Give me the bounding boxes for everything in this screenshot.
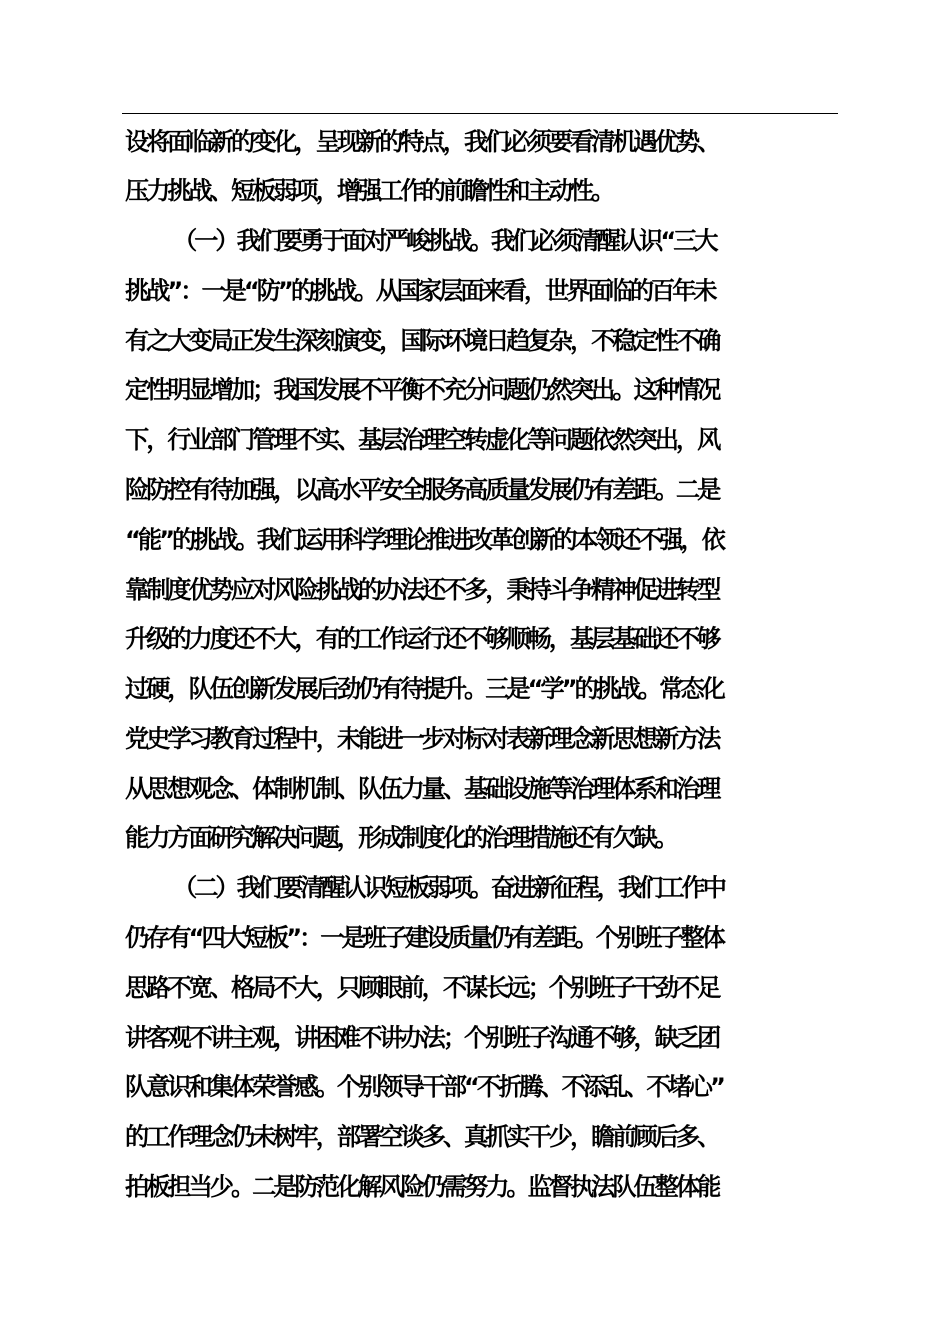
text-line: 队意识和集体荣誉感。个别领导干部“不折腾、不添乱、不堵心” (125, 1073, 723, 1101)
text-line: 有之大变局正发生深刻演变，国际环境日趋复杂，不稳定性不确 (125, 327, 719, 355)
text-line: 定性明显增加；我国发展不平衡不充分问题仍然突出。这种情况 (125, 376, 719, 404)
text-line: 升级的力度还不大，有的工作运行还不够顺畅，基层基础还不够 (125, 625, 719, 653)
text-line: 压力挑战、短板弱项，增强工作的前瞻性和主动性。 (125, 177, 613, 205)
text-line: 靠制度优势应对风险挑战的办法还不多，秉持斗争精神促进转型 (125, 576, 719, 604)
text-line: 险防控有待加强，以高水平安全服务高质量发展仍有差距。二是 (125, 476, 719, 504)
text-line: 过硬，队伍创新发展后劲仍有待提升。三是“学”的挑战。常态化 (125, 675, 723, 703)
header-rule (122, 113, 838, 114)
text-line: “能”的挑战。我们运用科学理论推进改革创新的本领还不强，依 (125, 526, 723, 554)
text-line: 的工作理念仍未树牢，部署空谈多、真抓实干少，瞻前顾后多、 (125, 1123, 719, 1151)
paragraph-start-line: （一）我们要勇于面对严峻挑战。我们必须清醒认识“三大 (173, 227, 716, 255)
text-line: 挑战”：一是“防”的挑战。从国家层面来看，世界面临的百年未 (125, 277, 715, 305)
text-line: 下，行业部门管理不实、基层治理空转虚化等问题依然突出，风 (125, 426, 719, 454)
text-line: 设将面临新的变化，呈现新的特点，我们必须要看清机遇优势、 (125, 128, 719, 156)
text-line: 思路不宽、格局不大，只顾眼前，不谋长远；个别班子干劲不足 (125, 974, 719, 1002)
text-line: 讲客观不讲主观，讲困难不讲办法；个别班子沟通不够，缺乏团 (125, 1024, 719, 1052)
text-line: 从思想观念、体制机制、队伍力量、基础设施等治理体系和治理 (125, 775, 719, 803)
text-line: 党史学习教育过程中，未能进一步对标对表新理念新思想新方法 (125, 725, 719, 753)
text-line: 能力方面研究解决问题，形成制度化的治理措施还有欠缺。 (125, 824, 676, 852)
text-line: 仍存有“四大短板”：一是班子建设质量仍有差距。个别班子整体 (125, 924, 723, 952)
text-line: 拍板担当少。二是防范化解风险仍需努力。监督执法队伍整体能 (125, 1173, 719, 1201)
paragraph-start-line: （二）我们要清醒认识短板弱项。奋进新征程，我们工作中 (173, 874, 724, 902)
